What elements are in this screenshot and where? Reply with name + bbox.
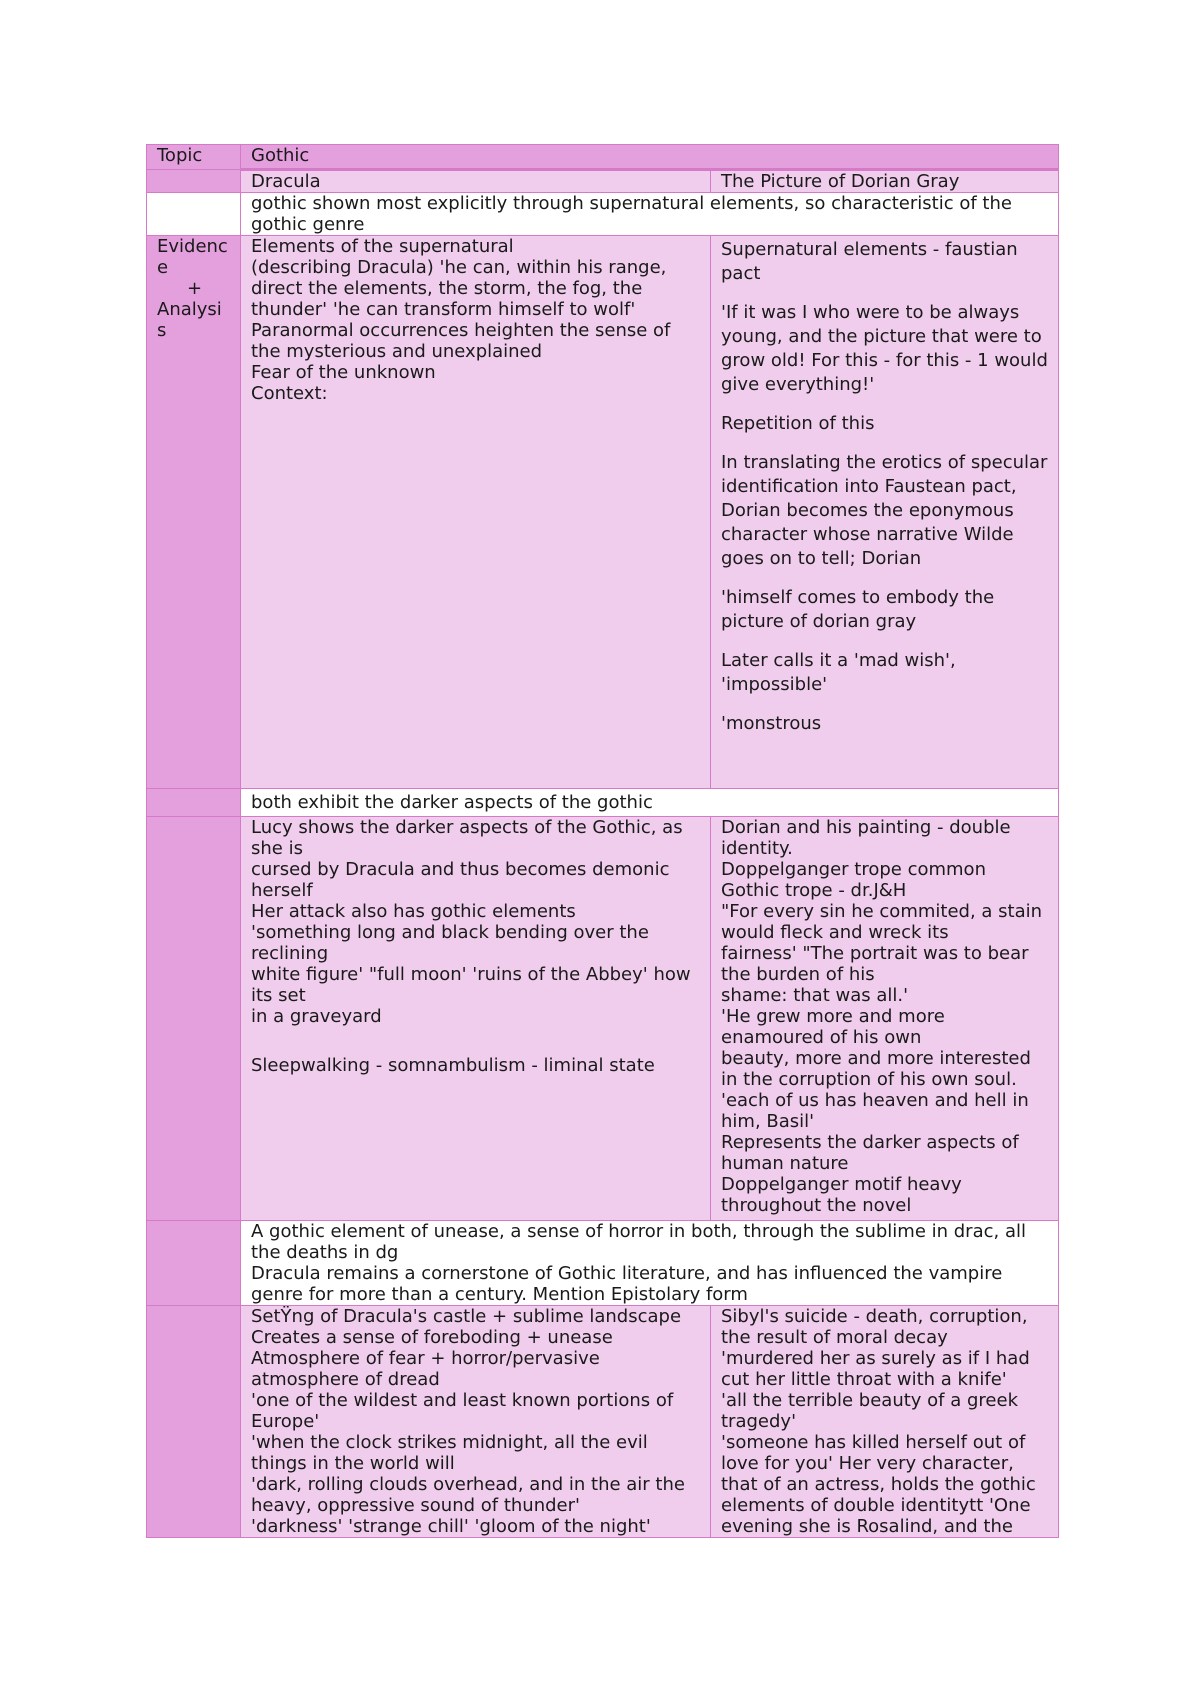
text-line: Paranormal occurrences heighten the sense of <box>251 320 671 341</box>
text-line: 'someone has killed herself out of <box>721 1432 1026 1453</box>
dracula-lucy-cell <box>241 817 711 1221</box>
evidence-label-cell <box>147 1306 241 1538</box>
text-line: beauty, more and more interested <box>721 1048 1031 1069</box>
text-line: Dorian and his painting - double <box>721 817 1011 838</box>
text-line: things in the world will <box>251 1453 455 1474</box>
evidence-row-1 <box>147 236 1059 789</box>
text-line: 'one of the wildest and least known portions of <box>251 1390 674 1411</box>
text-line: its set <box>251 985 306 1006</box>
text-line: 'murdered her as surely as if I had <box>721 1348 1030 1369</box>
evidence-analysis-label <box>147 236 241 789</box>
comparison-table <box>146 144 1059 1538</box>
divider-text-block <box>241 1221 1059 1306</box>
text-line: 'He grew more and more <box>721 1006 945 1027</box>
text-line: Lucy shows the darker aspects of the Gothic, as <box>251 817 683 838</box>
divider-text: both exhibit the darker aspects of the gothic <box>241 789 1059 817</box>
text-paragraph: 'monstrous <box>721 713 822 734</box>
divider-row-2 <box>147 1221 1059 1306</box>
text-line: Europe' <box>251 1411 320 1432</box>
text-line: Context: <box>251 383 328 404</box>
divider-label-cell <box>147 789 241 817</box>
topic-label: Topic <box>147 145 241 170</box>
evidence-label-line: Evidenc <box>157 236 228 257</box>
text-line: Represents the darker aspects of <box>721 1132 1019 1153</box>
works-header-label-cell <box>147 170 241 193</box>
text-line: throughout the novel <box>721 1195 912 1216</box>
text-line: 'dark, rolling clouds overhead, and in the air the <box>251 1474 685 1495</box>
text-line: in a graveyard <box>251 1006 382 1027</box>
dracula-setting-cell <box>241 1306 711 1538</box>
text-line: the deaths in dg <box>251 1242 399 1263</box>
text-paragraph: Repetition of this <box>721 413 875 434</box>
text-line: Sleepwalking - somnambulism - liminal state <box>251 1055 655 1076</box>
intro-label-cell <box>147 193 241 236</box>
text-line: reclining <box>251 943 329 964</box>
text-line: identity. <box>721 838 793 859</box>
text-line: Creates a sense of foreboding + unease <box>251 1327 613 1348</box>
evidence-row-3 <box>147 1306 1059 1538</box>
text-line: Dracula remains a cornerstone of Gothic literature, and has influenced the vampire <box>251 1263 1003 1284</box>
text-line: 'something long and black bending over the <box>251 922 649 943</box>
text-line: Her attack also has gothic elements <box>251 901 576 922</box>
text-line: (describing Dracula) 'he can, within his range, <box>251 257 667 278</box>
text-line: direct the elements, the storm, the fog, the <box>251 278 643 299</box>
text-line: Doppelganger trope common <box>721 859 986 880</box>
text-line: the mysterious and unexplained <box>251 341 543 362</box>
evidence-label-line: + <box>187 278 203 299</box>
text-line: heavy, oppressive sound of thunder' <box>251 1495 580 1516</box>
text-line: enamoured of his own <box>721 1027 922 1048</box>
text-paragraph: Later calls it a 'mad wish', 'impossible' <box>721 650 956 695</box>
text-line: 'darkness' 'strange chill' 'gloom of the night' <box>251 1516 651 1537</box>
text-paragraph: Supernatural elements - faustian pact <box>721 239 1018 284</box>
text-line: Sibyl's suicide - death, corruption, <box>721 1306 1028 1327</box>
text-line: elements of double identitytt 'One <box>721 1495 1031 1516</box>
text-line: "For every sin he commited, a stain <box>721 901 1043 922</box>
evidence-label-line: s <box>157 320 167 341</box>
text-line: would fleck and wreck its <box>721 922 949 943</box>
text-line: 'all the terrible beauty of a greek <box>721 1390 1018 1411</box>
text-paragraph: 'If it was I who were to be always young, and the picture that were to grow old! For this - for this - 1 would give everything!' <box>721 302 1048 395</box>
dorian-sibyl-cell <box>711 1306 1059 1538</box>
intro-line: gothic shown most explicitly through supernatural elements, so characteristic of the <box>251 193 1012 214</box>
dracula-column-header: Dracula <box>241 170 711 193</box>
text-line: tragedy' <box>721 1411 797 1432</box>
text-line: Atmosphere of fear + horror/pervasive <box>251 1348 600 1369</box>
dorian-doppelganger-cell <box>711 817 1059 1221</box>
evidence-label-line: Analysi <box>157 299 222 320</box>
text-paragraph: 'himself comes to embody the picture of dorian gray <box>721 587 995 632</box>
text-line: Fear of the unknown <box>251 362 436 383</box>
text-line: Doppelganger motif heavy <box>721 1174 962 1195</box>
text-line: him, Basil' <box>721 1111 815 1132</box>
blank-line <box>251 1027 700 1055</box>
text-line: thunder' 'he can transform himself to wolf' <box>251 299 636 320</box>
text-line: cursed by Dracula and thus becomes demonic <box>251 859 670 880</box>
evidence-label-line: e <box>157 257 169 278</box>
text-line: evening she is Rosalind, and the <box>721 1516 1013 1537</box>
text-line: cut her little throat with a knife' <box>721 1369 1007 1390</box>
text-line: human nature <box>721 1153 849 1174</box>
text-line: in the corruption of his own soul. <box>721 1069 1017 1090</box>
text-paragraph: In translating the erotics of specular identification into Faustean pact, Dorian becomes the eponymous character whose narrative Wilde goes on to tell; Dorian <box>721 452 1048 569</box>
text-line: Elements of the supernatural <box>251 236 514 257</box>
text-line: 'when the clock strikes midnight, all the evil <box>251 1432 648 1453</box>
text-line: that of an actress, holds the gothic <box>721 1474 1036 1495</box>
document-page <box>146 144 1058 1538</box>
text-line: Gothic trope - dr.J&H <box>721 880 907 901</box>
text-line: the result of moral decay <box>721 1327 948 1348</box>
works-header-row <box>147 170 1059 193</box>
text-line: shame: that was all.' <box>721 985 909 1006</box>
intro-row <box>147 193 1059 236</box>
text-line: 'each of us has heaven and hell in <box>721 1090 1029 1111</box>
dorian-column-header: The Picture of Dorian Gray <box>711 170 1059 193</box>
evidence-label-cell <box>147 817 241 1221</box>
text-line: fairness' "The portrait was to bear <box>721 943 1029 964</box>
text-line: A gothic element of unease, a sense of horror in both, through the sublime in drac, all <box>251 1221 1026 1242</box>
intro-text <box>241 193 1059 236</box>
dracula-supernatural-cell <box>241 236 711 789</box>
evidence-row-2 <box>147 817 1059 1221</box>
text-line: white figure' "full moon' 'ruins of the Abbey' how <box>251 964 691 985</box>
divider-row-1 <box>147 789 1059 817</box>
text-line: the burden of his <box>721 964 875 985</box>
dorian-supernatural-cell <box>711 236 1059 789</box>
topic-value: Gothic <box>241 145 1059 170</box>
text-line: herself <box>251 880 313 901</box>
text-line: she is <box>251 838 303 859</box>
text-line: SetŸng of Dracula's castle + sublime landscape <box>251 1306 682 1327</box>
divider-label-cell <box>147 1221 241 1306</box>
topic-row <box>147 145 1059 170</box>
intro-line: gothic genre <box>251 214 365 235</box>
text-line: genre for more than a century. Mention Epistolary form <box>251 1284 748 1305</box>
text-line: atmosphere of dread <box>251 1369 440 1390</box>
text-line: love for you' Her very character, <box>721 1453 1014 1474</box>
